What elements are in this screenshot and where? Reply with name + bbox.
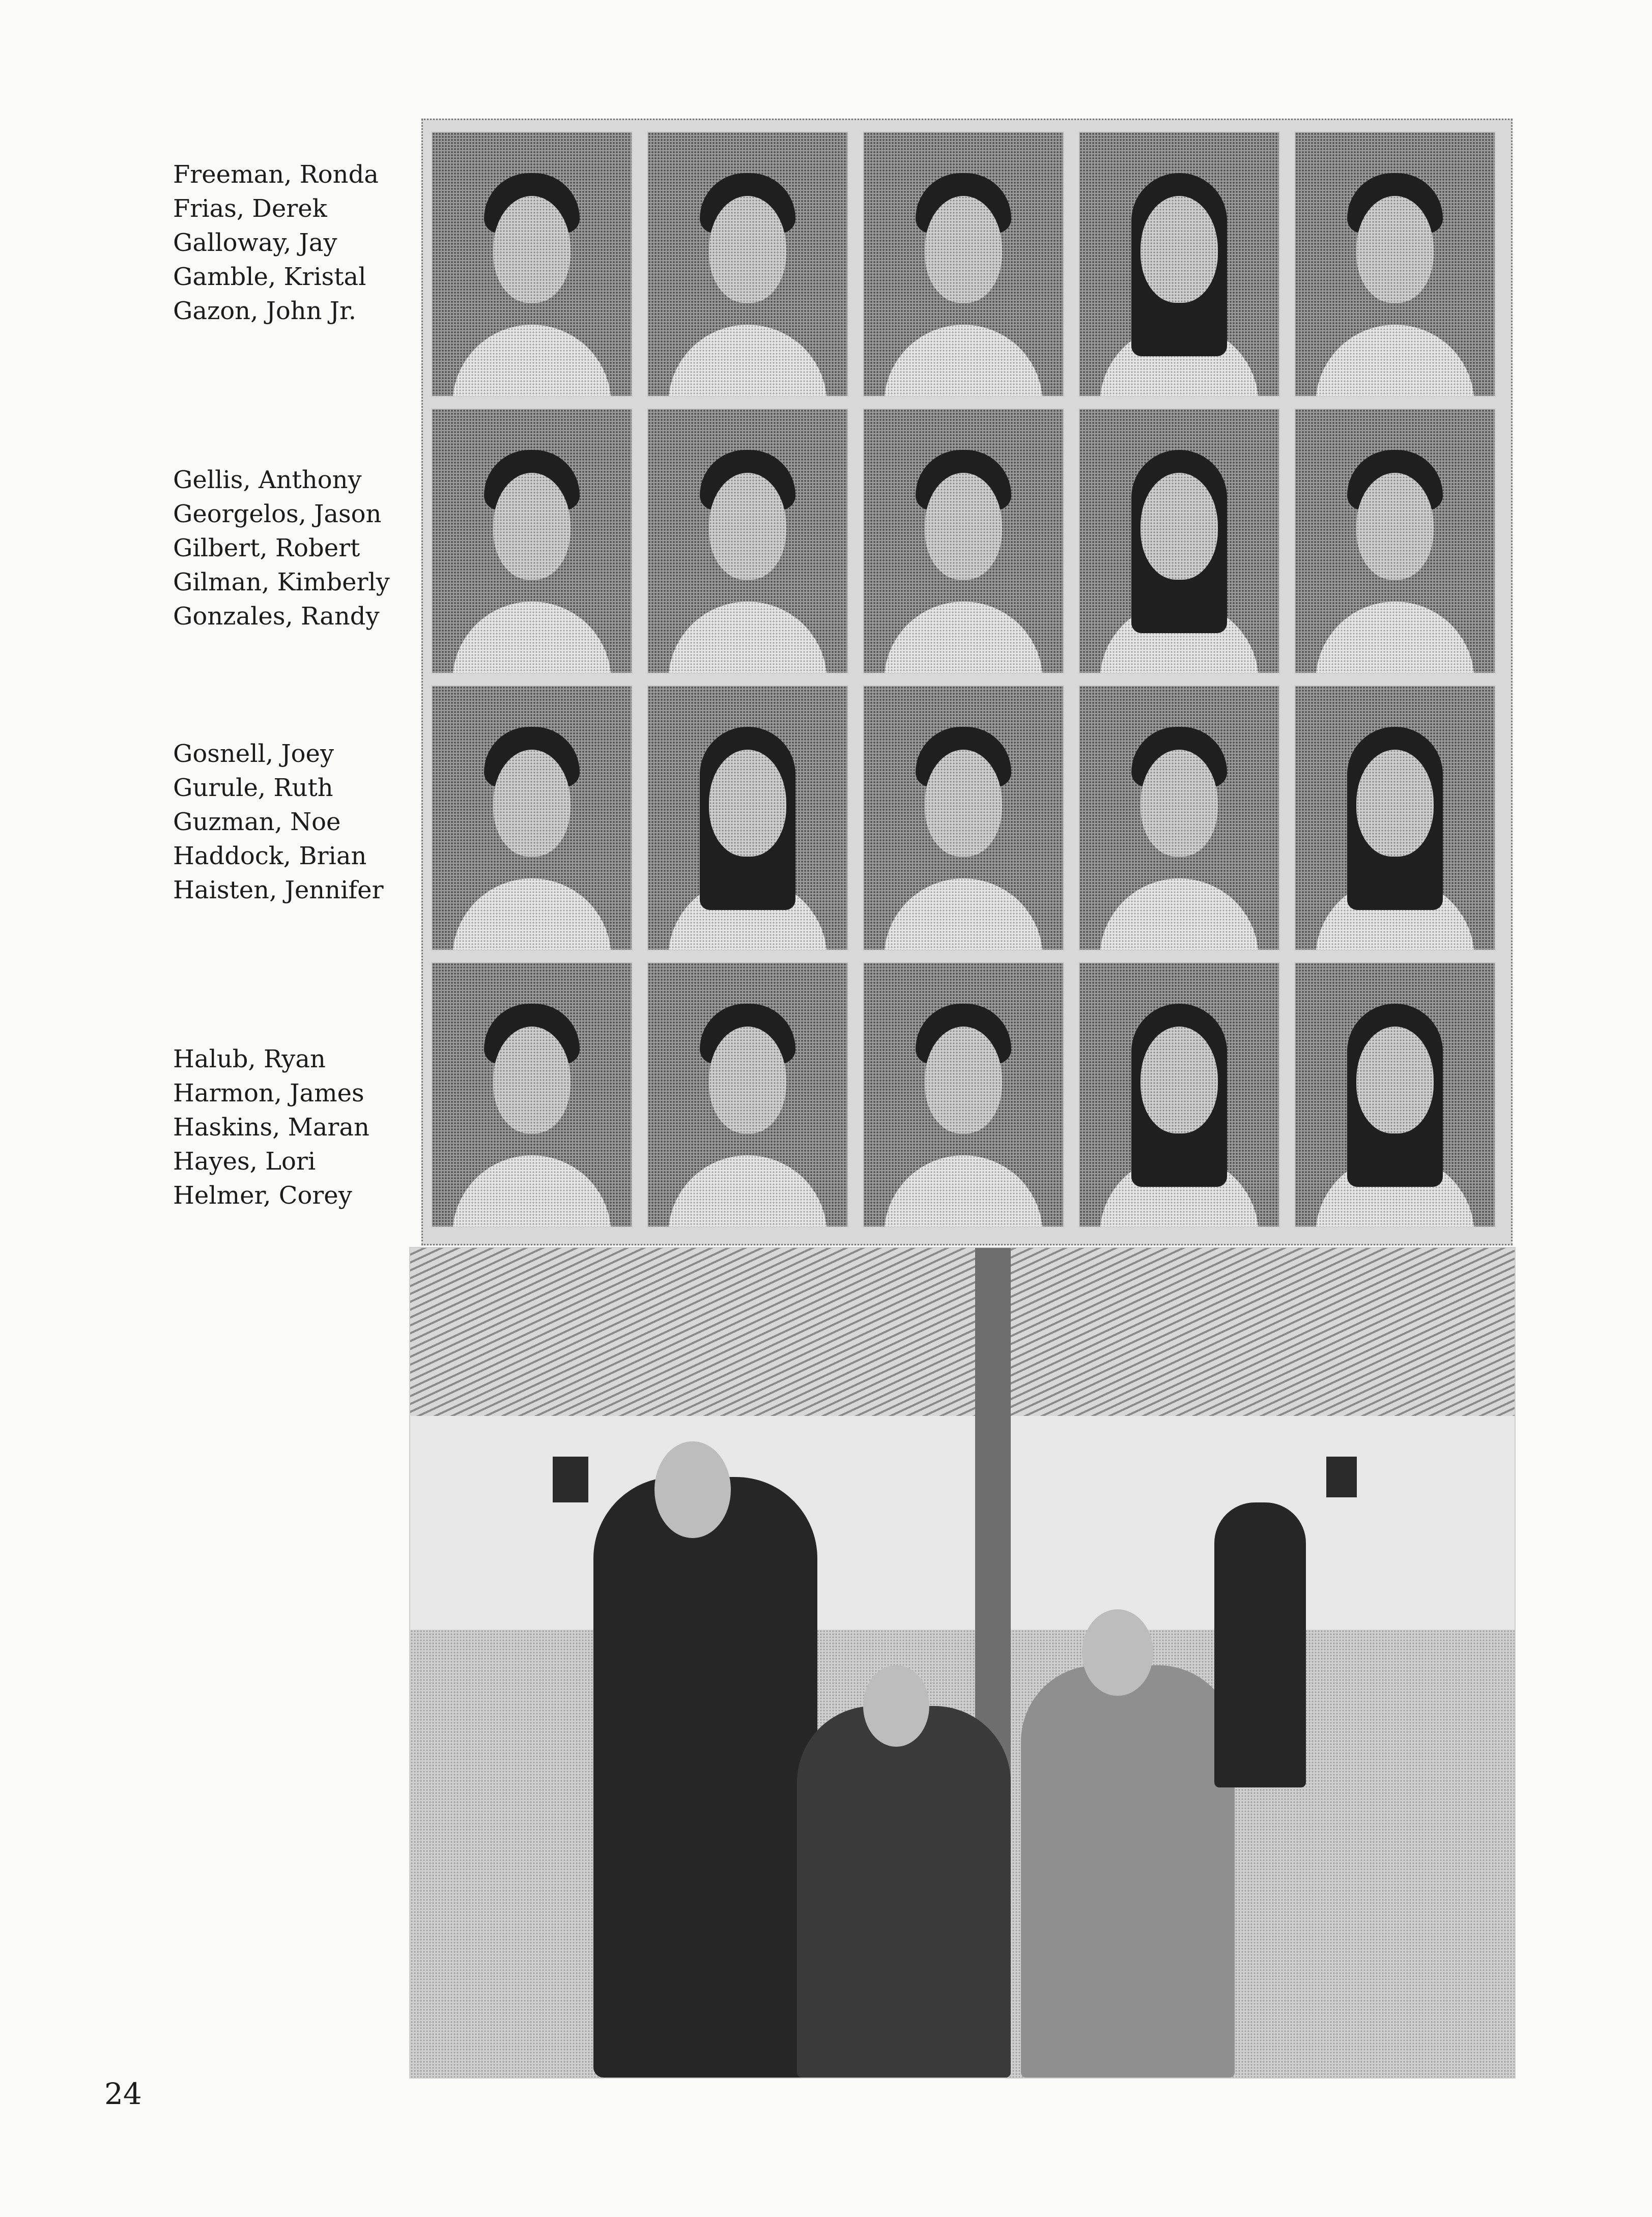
name-group-row-3 <box>173 737 412 907</box>
name-group-row-1 <box>173 158 412 328</box>
student-portrait <box>1078 131 1280 397</box>
student-name: Gilbert, Robert <box>173 534 360 562</box>
student-portrait <box>647 685 848 951</box>
student-portrait <box>431 685 633 951</box>
student-name: Georgelos, Jason <box>173 500 382 528</box>
student-portrait <box>863 962 1064 1228</box>
student-name: Freeman, Ronda <box>173 160 379 189</box>
photo-background-figure <box>1214 1502 1306 1787</box>
photo-window <box>553 1457 588 1502</box>
student-name: Gilman, Kimberly <box>173 568 390 596</box>
student-portrait <box>1078 962 1280 1228</box>
student-portrait <box>1294 408 1496 674</box>
student-portrait <box>431 408 633 674</box>
photo-student-figure <box>593 1477 817 2078</box>
student-name: Helmer, Corey <box>173 1181 352 1210</box>
student-name: Gonzales, Randy <box>173 602 380 631</box>
photo-canopy-roof <box>410 1248 1515 1421</box>
student-name: Hayes, Lori <box>173 1147 316 1176</box>
student-name: Gosnell, Joey <box>173 740 334 768</box>
student-name: Frias, Derek <box>173 194 327 223</box>
student-name: Gamble, Kristal <box>173 263 366 291</box>
student-portrait <box>1078 685 1280 951</box>
student-portrait <box>1294 685 1496 951</box>
photo-building <box>410 1416 1515 1630</box>
student-portrait <box>647 131 848 397</box>
student-portrait <box>863 131 1064 397</box>
student-name: Galloway, Jay <box>173 229 337 257</box>
student-name: Gellis, Anthony <box>173 466 362 494</box>
candid-group-photo <box>409 1247 1516 2079</box>
student-name: Gurule, Ruth <box>173 774 333 802</box>
student-portrait <box>431 962 633 1228</box>
student-portrait <box>647 962 848 1228</box>
student-portrait <box>863 408 1064 674</box>
name-group-row-2 <box>173 463 412 634</box>
photo-student-face <box>1082 1609 1153 1696</box>
student-name: Gazon, John Jr. <box>173 297 356 325</box>
student-name: Guzman, Noe <box>173 808 341 836</box>
student-portrait <box>1294 962 1496 1228</box>
student-portrait <box>647 408 848 674</box>
student-name: Harmon, James <box>173 1079 364 1107</box>
photo-student-figure <box>797 1706 1011 2078</box>
student-name: Haddock, Brian <box>173 842 367 870</box>
photo-window <box>1326 1457 1357 1497</box>
student-name: Haskins, Maran <box>173 1113 369 1142</box>
student-name: Haisten, Jennifer <box>173 876 384 904</box>
page-number: 24 <box>104 2077 142 2111</box>
photo-student-face <box>654 1441 731 1538</box>
name-group-row-4 <box>173 1042 412 1213</box>
photo-student-figure <box>1021 1665 1235 2078</box>
student-name: Halub, Ryan <box>173 1045 326 1073</box>
portrait-grid <box>421 119 1513 1245</box>
student-portrait <box>431 131 633 397</box>
student-portrait <box>1078 408 1280 674</box>
photo-student-face <box>863 1665 929 1747</box>
student-portrait <box>863 685 1064 951</box>
student-portrait <box>1294 131 1496 397</box>
